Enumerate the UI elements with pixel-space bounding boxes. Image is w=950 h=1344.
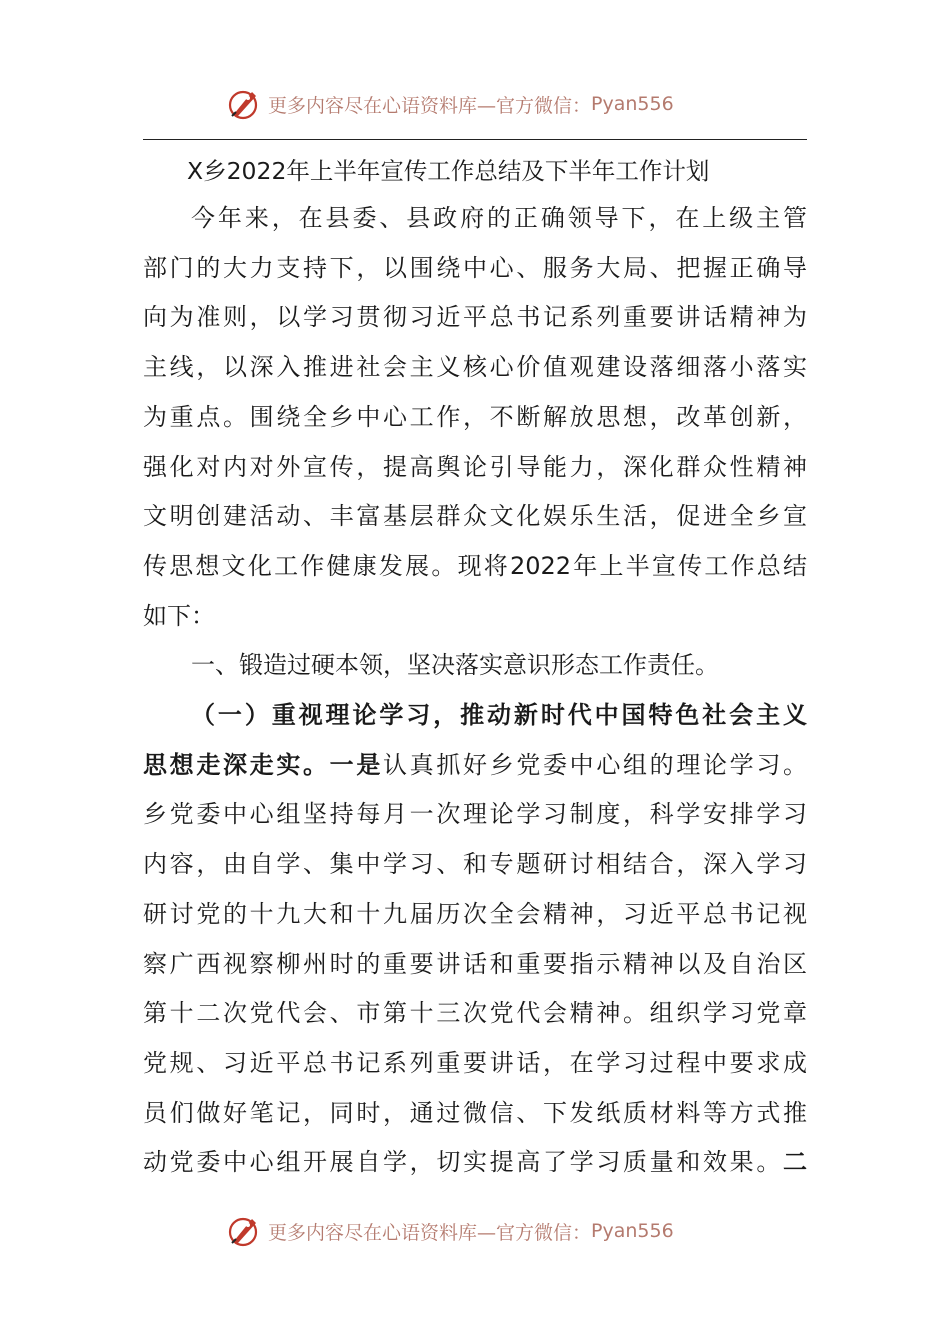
intro-line: 主线，以深入推进社会主义核心价值观建设落细落小落实 bbox=[143, 353, 807, 382]
subsection-1-line bbox=[143, 741, 807, 791]
section-1-heading: 一、锻造过硬本领，坚决落实意识形态工作责任。 bbox=[191, 651, 719, 680]
point-two-label: 二 bbox=[783, 1148, 807, 1177]
subsection-1-line bbox=[143, 1138, 807, 1188]
watermark-wechat-id: Pyan556 bbox=[591, 93, 674, 115]
document-title: X乡2022年上半年宣传工作总结及下半年工作计划 bbox=[187, 157, 710, 185]
header-watermark bbox=[226, 84, 674, 124]
watermark-wechat-id: Pyan556 bbox=[591, 1220, 674, 1242]
watermark-text: 更多内容尽在心语资料库—官方微信： bbox=[268, 1221, 592, 1244]
intro-line: 今年来，在县委、县政府的正确领导下，在上级主管 bbox=[191, 204, 807, 232]
subsection-1-line: 党规、习近平总书记系列重要讲话，在学习过程中要求成 bbox=[143, 1048, 807, 1077]
pen-nib-logo-icon bbox=[226, 1213, 262, 1249]
document-body bbox=[143, 148, 807, 1188]
subsection-1-last-text: 动党委中心组开展自学，切实提高了学习质量和效果。 bbox=[143, 1148, 783, 1177]
point-one-text: 认真抓好乡党委中心组的理论学习。 bbox=[383, 750, 808, 779]
subsection-1-line: 察广西视察柳州时的重要讲话和重要指示精神以及自治区 bbox=[143, 949, 807, 978]
point-one-label: 一是 bbox=[329, 750, 384, 779]
intro-line: 向为准则，以学习贯彻习近平总书记系列重要讲话精神为 bbox=[143, 303, 807, 332]
intro-line: 部门的大力支持下，以围绕中心、服务大局、把握正确导 bbox=[143, 253, 807, 282]
footer-watermark bbox=[226, 1211, 674, 1251]
subsection-1-line: 员们做好笔记，同时，通过微信、下发纸质材料等方式推 bbox=[143, 1098, 807, 1127]
subsection-1-line: 内容，由自学、集中学习、和专题研讨相结合，深入学习 bbox=[143, 850, 807, 879]
subsection-1-line: 乡党委中心组坚持每月一次理论学习制度，科学安排学习 bbox=[143, 800, 807, 829]
subsection-1-heading-bold: （一）重视理论学习，推动新时代中国特色社会主义 bbox=[191, 701, 807, 730]
subsection-1-line: 研讨党的十九大和十九届历次全会精神，习近平总书记视 bbox=[143, 899, 807, 928]
intro-line: 强化对内对外宣传，提高舆论引导能力，深化群众性精神 bbox=[143, 452, 807, 481]
intro-line: 传思想文化工作健康发展。现将2022年上半宣传工作总结 bbox=[143, 551, 807, 580]
subsection-1-heading-line1 bbox=[143, 691, 807, 741]
intro-line: 如下： bbox=[143, 601, 215, 630]
section-1-paragraph bbox=[143, 641, 807, 691]
subsection-1-line: 第十二次党代会、市第十三次党代会精神。组织学习党章 bbox=[143, 999, 807, 1028]
intro-line: 为重点。围绕全乡中心工作，不断解放思想，改革创新， bbox=[143, 402, 807, 431]
subsection-1-paragraph bbox=[143, 691, 807, 1188]
subsection-1-heading-end: 思想走深走实。 bbox=[143, 750, 330, 779]
header-rule bbox=[143, 139, 807, 140]
pen-nib-logo-icon bbox=[226, 86, 262, 122]
intro-paragraph bbox=[143, 194, 807, 641]
intro-line: 文明创建活动、丰富基层群众文化娱乐生活，促进全乡宣 bbox=[143, 502, 807, 531]
watermark-text: 更多内容尽在心语资料库—官方微信： bbox=[268, 94, 592, 117]
